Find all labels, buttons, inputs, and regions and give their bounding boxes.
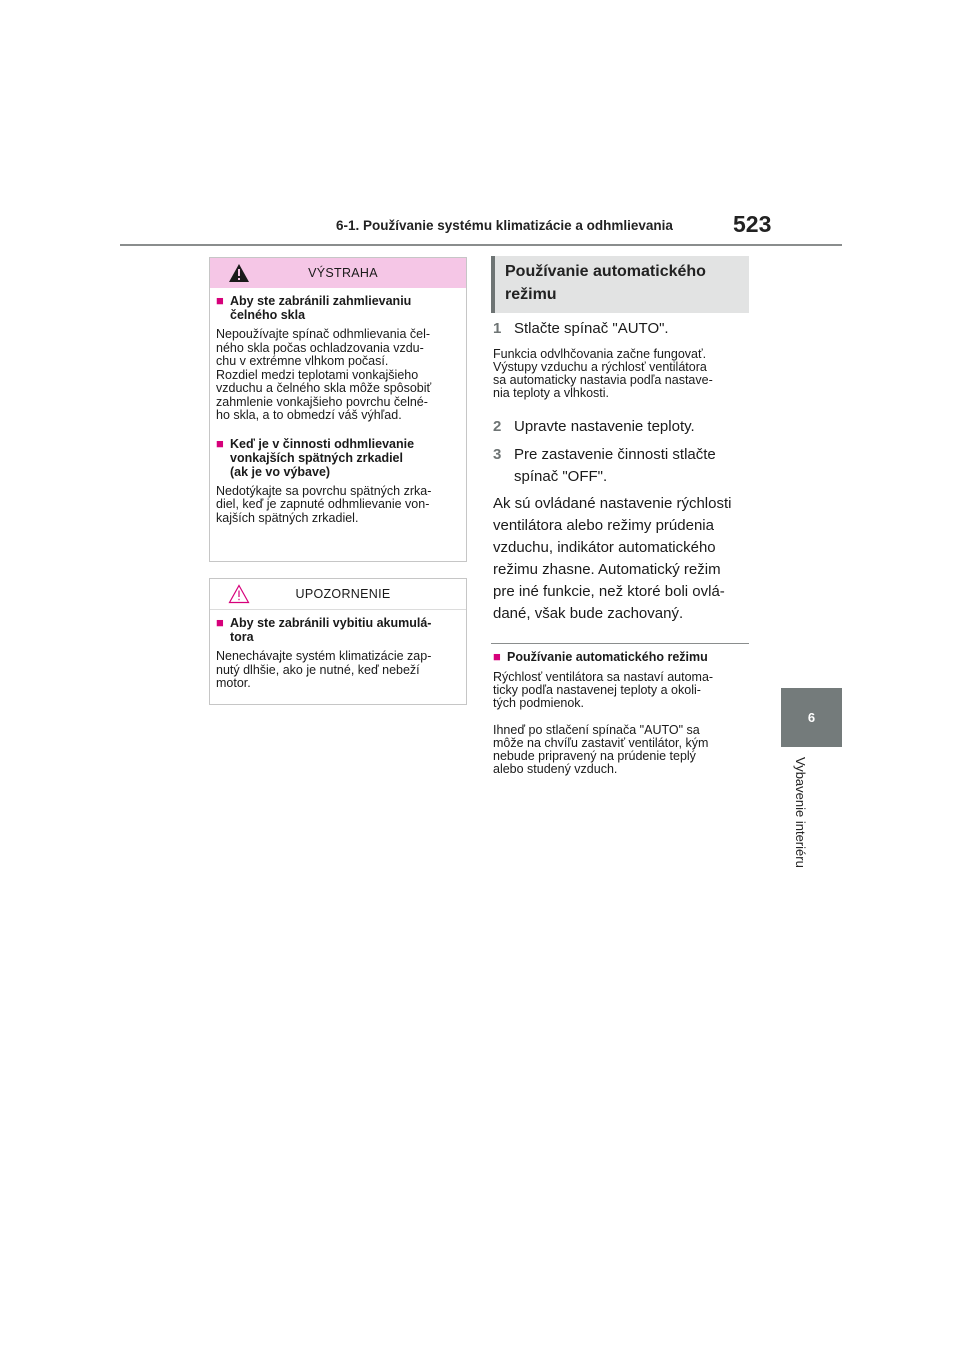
chapter-title: Vybavenie interiéru [793, 757, 808, 868]
text-line: chu v extrémne vlhkom počasí. [216, 354, 389, 368]
body-paragraph [493, 493, 753, 625]
text-line: Rozdiel medzi teplotami vonkajšieho [216, 367, 419, 382]
step-text: spínač "OFF". [514, 468, 608, 485]
heading-line: Aby ste zabránili zahmlievaniu [230, 294, 412, 308]
text-line: motor. [216, 676, 251, 690]
bullet-square-icon: ■ [216, 435, 224, 451]
text-line: Nenechávajte systém klimatizácie zap- [216, 649, 432, 663]
text-line: diel, keď je zapnuté odhmlievanie von- [216, 497, 430, 511]
para-line: dané, však bude zachovaný. [493, 605, 684, 622]
para-line: môže na chvíľu zastaviť ventilátor, kým [493, 736, 709, 750]
para-line: pre iné funkcie, než ktoré boli ovlá- [493, 583, 725, 600]
text-line: kajších spätných zrkadiel. [216, 510, 359, 525]
subsection-paragraph-1 [493, 671, 755, 710]
subsection-divider [491, 643, 749, 644]
notice-label: UPOZORNENIE [295, 587, 391, 601]
running-header-section: 6-1. Používanie systému klimatizácie a odhmlievania [336, 218, 673, 233]
para-line: tých podmienok. [493, 696, 585, 710]
step-number: 3 [493, 446, 502, 463]
note-line: Výstupy vzduchu a rýchlosť ventilátora [493, 360, 707, 374]
warning-box [209, 257, 467, 562]
heading-line: tora [230, 630, 254, 644]
text-line: ného skla počas ochladzovania vzdu- [216, 340, 424, 355]
section-title [491, 256, 749, 313]
warning-box-header [210, 258, 466, 288]
note-line: nia teploty a vlhkosti. [493, 386, 610, 400]
para-line: Rýchlosť ventilátora sa nastaví automa- [493, 670, 714, 684]
para-line: režimu zhasne. Automatický režim [493, 561, 721, 578]
subsection-heading-text: Používanie automatického režimu [507, 650, 708, 664]
step-1-note [493, 348, 755, 400]
text-line: Nepoužívajte spínač odhmlievania čel- [216, 327, 431, 341]
warning-label: VÝSTRAHA [308, 266, 378, 280]
warning-item-text [216, 485, 460, 526]
step-text: Pre zastavenie činnosti stlačte [514, 446, 716, 463]
step-text: Stlačte spínač "AUTO". [514, 320, 669, 337]
heading-line: vonkajších spätných zrkadiel [230, 450, 403, 465]
section-title-line: režimu [505, 286, 557, 303]
bullet-square-icon: ■ [216, 293, 224, 308]
heading-line: (ak je vo výbave) [230, 464, 331, 479]
warning-item-text [216, 328, 460, 423]
notice-item-heading [216, 616, 460, 644]
step-1 [493, 318, 669, 340]
section-title-line: Používanie automatického [505, 263, 706, 280]
bullet-square-icon: ■ [216, 615, 224, 630]
page-number: 523 [733, 211, 772, 237]
note-line: sa automaticky nastavia podľa nastave- [493, 373, 713, 387]
step-number: 1 [493, 320, 502, 337]
heading-line: Aby ste zabránili vybitiu akumulá- [230, 616, 432, 630]
para-line: ticky podľa nastavenej teploty a okoli- [493, 683, 701, 697]
text-line: Nedotýkajte sa povrchu spätných zrka- [216, 483, 432, 498]
warning-item-heading [216, 437, 460, 479]
heading-line: čelného skla [230, 308, 306, 322]
notice-box [209, 578, 467, 705]
warning-box-body [210, 288, 466, 525]
notice-box-header [210, 579, 466, 610]
step-number: 2 [493, 418, 502, 435]
text-line: ho skla, a to obmedzí váš výhľad. [216, 408, 402, 422]
bullet-square-icon: ■ [493, 649, 501, 664]
step-2 [493, 416, 695, 438]
header-divider [120, 244, 842, 246]
step-text: Upravte nastavenie teploty. [514, 418, 695, 435]
notice-item-text [216, 650, 460, 691]
text-line: nutý dlhšie, ako je nutné, keď nebeží [216, 662, 420, 677]
para-line: Ak sú ovládané nastavenie rýchlosti [493, 495, 732, 512]
para-line: vzduchu, indikátor automatického [493, 539, 716, 556]
notice-triangle-icon [228, 584, 250, 604]
warning-triangle-icon [228, 263, 250, 283]
notice-box-body [210, 610, 466, 691]
para-line: alebo studený vzduch. [493, 762, 618, 776]
para-line: ventilátora alebo režimy prúdenia [493, 517, 714, 534]
chapter-number: 6 [807, 710, 816, 725]
subsection-heading [493, 650, 708, 664]
para-line: Ihneď po stlačení spínača "AUTO" sa [493, 723, 700, 737]
heading-line: Keď je v činnosti odhmlievanie [230, 436, 415, 451]
text-line: vzduchu a čelného skla môže spôsobiť [216, 381, 432, 395]
para-line: nebude pripravený na prúdenie teplý [493, 749, 696, 763]
chapter-tab [781, 688, 842, 747]
step-3 [493, 444, 716, 488]
text-line: zahmlenie vonkajšieho povrchu čelné- [216, 394, 428, 409]
subsection-paragraph-2 [493, 724, 755, 776]
note-line: Funkcia odvlhčovania začne fungovať. [493, 347, 707, 361]
warning-item-heading [216, 294, 460, 322]
